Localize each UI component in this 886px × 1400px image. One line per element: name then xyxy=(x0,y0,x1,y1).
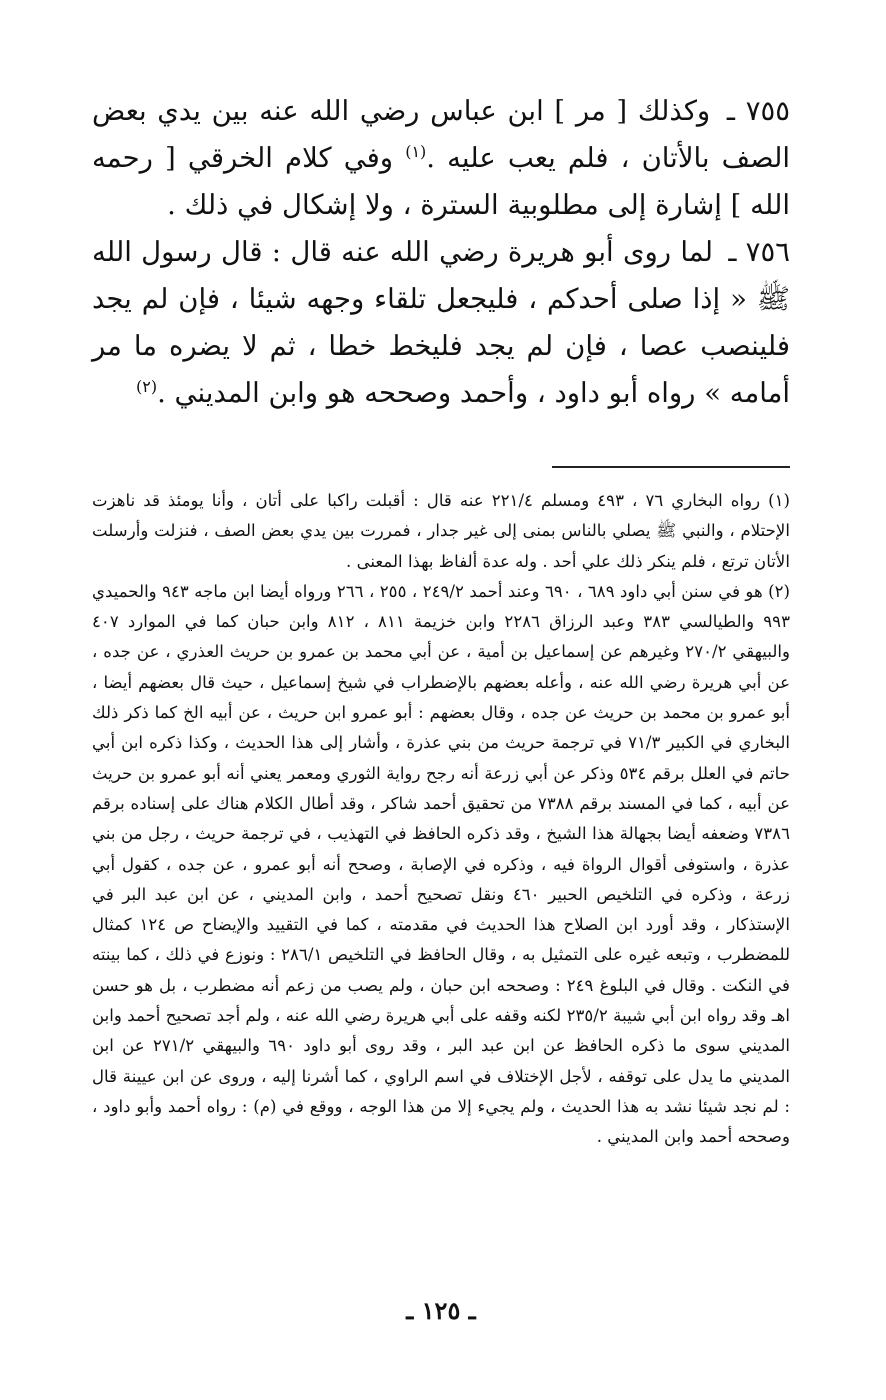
page-number: ـ ١٢٥ ـ xyxy=(406,1296,476,1325)
paragraph-756 xyxy=(92,229,790,417)
paragraph-number: ٧٥٦ ـ xyxy=(728,236,790,268)
paragraph-755 xyxy=(92,88,790,229)
paragraph-text: لما روى أبو هريرة رضي الله عنه قال : قال رسول الله ﷺ « إذا صلى أحدكم ، فليجعل تلقاء وجهه شيئا ، فإن لم يجد فلينصب عصا ، فإن لم يجد فليخط خطا ، ثم لا يضره ما مر أمامه » رواه أبو داود ، وأحمد وصححه هو وابن المديني . xyxy=(92,236,790,409)
page-body xyxy=(92,88,790,1338)
footnote-ref: (٢) xyxy=(135,376,158,396)
footnote-divider xyxy=(552,466,790,468)
paragraph-number: ٧٥٥ ـ xyxy=(726,95,790,127)
paragraph-text-continued: وفي كلام الخرقي [ رحمه الله ] إشارة إلى مطلوبية السترة ، ولا إشكال في ذلك . xyxy=(92,142,790,221)
footnotes xyxy=(92,486,790,1153)
footnote-1: (١) رواه البخاري ٧٦ ، ٤٩٣ ومسلم ٢٢١/٤ عنه قال : أقبلت راكبا على أتان ، وأنا يومئذ قد ناهزت الإحتلام ، والنبي ﷺ يصلي بالناس بمنى إلى غير جدار ، فمررت بين يدي بعض الصف ، فنزلت وأرسلت الأتان ترتع ، فلم ينكر ذلك علي أحد . وله عدة ألفاظ بهذا المعنى . xyxy=(92,491,791,571)
paragraph-text: وكذلك [ مر ] ابن عباس رضي الله عنه بين يدي بعض الصف بالأتان ، فلم يعب عليه . xyxy=(92,95,791,174)
footnote-2: (٢) هو في سنن أبي داود ٦٨٩ ، ٦٩٠ وعند أحمد ٢٤٩/٢ ، ٢٥٥ ، ٢٦٦ ورواه أيضا ابن ماجه ٩٤٣ والحميدي ٩٩٣ والطيالسي ٣٨٣ وعبد الرزاق ٢٢٨٦ وابن خزيمة ٨١١ ، ٨١٢ وابن حبان كما في الموارد ٤٠٧ والبيهقي ٢٧٠/٢ وغيرهم عن إسماعيل بن أمية ، عن أبي محمد بن عمرو بن حريث العذري ، عن جده ، عن أبي هريرة رضي الله عنه ، وأعله بعضهم بالإضطراب في شيخ إسماعيل ، حيث قال بعضهم أيضا ، أبو عمرو بن محمد بن حريث عن جده ، وقال بعضهم : أبو عمرو ابن حريث ، عن أبيه الخ كما ذكر ذلك البخاري في الكبير ٧١/٣ في ترجمة حريث من بني عذرة ، وأشار إلى هذا الحديث ، وكذا ذكره ابن أبي حاتم في العلل برقم ٥٣٤ وذكر عن أبي زرعة أنه رجح رواية الثوري ومعمر يعني أنه أبو عمرو بن حريث عن أبيه ، كما في المسند برقم ٧٣٨٨ من تحقيق أحمد شاكر ، وقد أطال الكلام هناك على إسناده برقم ٧٣٨٦ وضعفه أيضا بجهالة هذا الشيخ ، وقد ذكره الحافظ في التهذيب ، في ترجمة حريث ، رجل من بني عذرة ، واستوفى أقوال الرواة فيه ، وذكره في الإصابة ، وصحح أنه أبو عمرو ، عن جده ، كقول أبي زرعة ، وذكره في التلخيص الحبير ٤٦٠ ونقل تصحيح أحمد ، وابن المديني ، عن ابن عبد البر في الإستذكار ، وقد أورد ابن الصلاح هذا الحديث في مقدمته ، كما في التقييد والإيضاح ص ١٢٤ كمثال للمضطرب ، وتبعه غيره على التمثيل به ، وقال الحافظ في التلخيص ٢٨٦/١ : ونوزع في ذلك ، كما بينته في النكت . وقال في البلوغ ٢٤٩ : وصححه ابن حبان ، ولم يصب من زعم أنه مضطرب ، بل هو حسن اهـ وقد رواه ابن أبي شيبة ٢٣٥/٢ لكنه وقفه على أبي هريرة رضي الله عنه ، ولم أجد تصحيح أحمد وابن المديني سوى ما ذكره الحافظ عن ابن عبد البر ، وقد روى أبو داود ٦٩٠ والبيهقي ٢٧١/٢ عن ابن المديني ما يدل على توقفه ، لأجل الإختلاف في اسم الراوي ، كما أشرنا إليه ، وروى عن ابن عيينة قال : لم نجد شيئا نشد به هذا الحديث ، ولم يجيء إلا من هذا الوجه ، ووقع في (م) : رواه أحمد وأبو داود ، وصححه أحمد وابن المديني . xyxy=(92,581,791,1147)
footnote-ref: (١) xyxy=(405,141,427,161)
